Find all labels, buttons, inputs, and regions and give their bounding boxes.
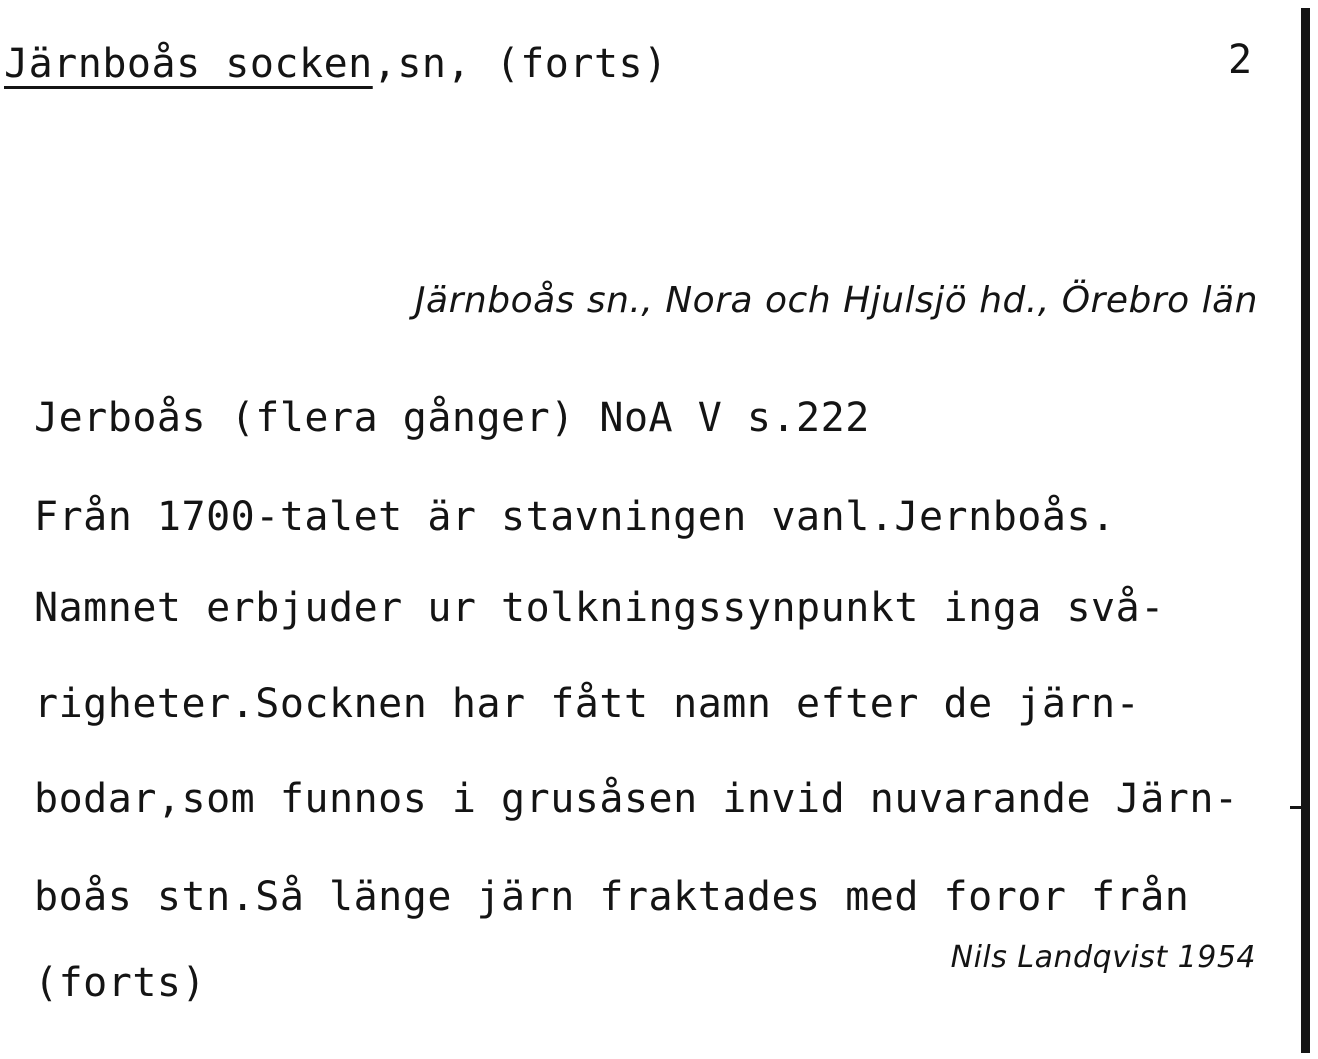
- card-heading: [4, 41, 668, 87]
- body-line-7: (forts): [34, 960, 207, 1006]
- heading-title: Järnboås socken: [4, 41, 373, 87]
- body-line-4: righeter.Socknen har fått namn efter de järn-: [34, 681, 1141, 727]
- page-number: 2: [1228, 37, 1253, 83]
- parish-line: Järnboås sn., Nora och Hjulsjö hd., Örebro län: [414, 280, 1258, 321]
- body-line-1: Jerboås (flera gånger) NoA V s.222: [34, 395, 870, 441]
- card-right-border: [1301, 8, 1310, 1053]
- body-line-5: bodar,som funnos i grusåsen invid nuvarande Järn-: [34, 776, 1239, 822]
- body-line-3: Namnet erbjuder ur tolkningssynpunkt inga svå-: [34, 585, 1165, 631]
- body-line-2: Från 1700-talet är stavningen vanl.Jernboås.: [34, 494, 1116, 540]
- heading-suffix: ,sn, (forts): [372, 41, 668, 87]
- signature: Nils Landqvist 1954: [950, 940, 1256, 975]
- body-line-6: boås stn.Så länge järn fraktades med foror från: [34, 874, 1190, 920]
- border-tick-mark: [1290, 806, 1304, 809]
